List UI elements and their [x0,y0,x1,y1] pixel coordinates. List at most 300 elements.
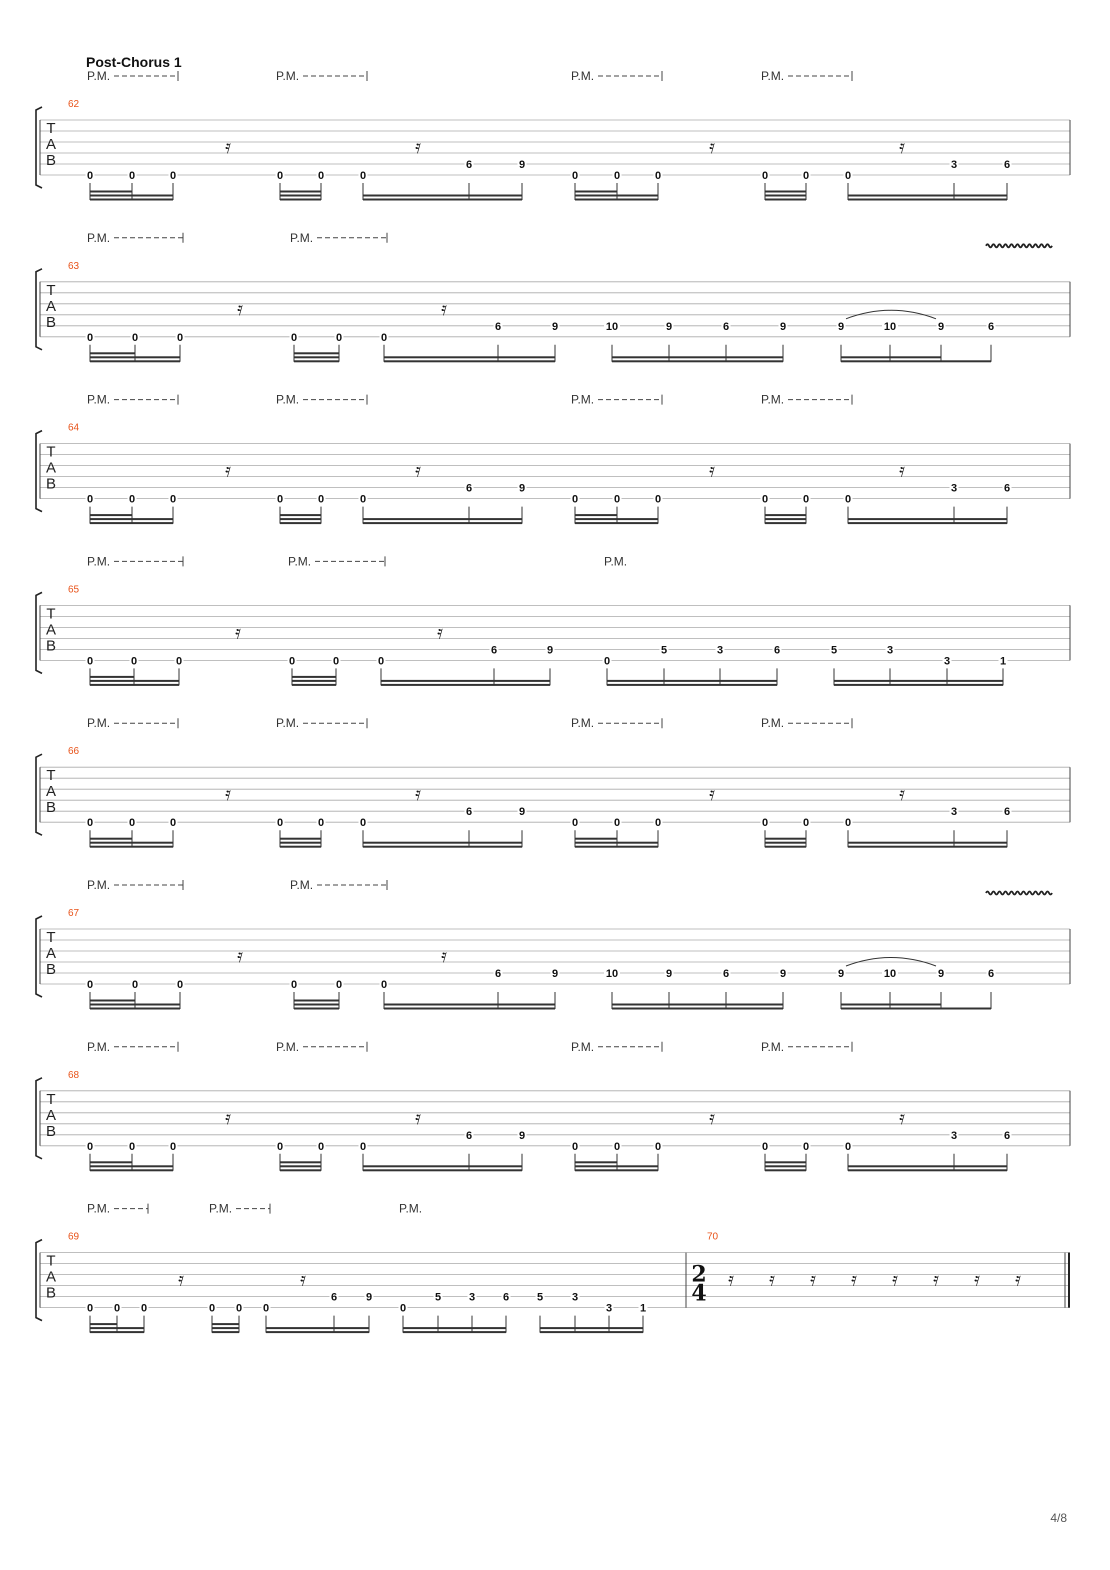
tab-clef-letter: B [45,961,57,978]
beam [941,360,991,362]
beam [90,1161,132,1163]
beam [848,522,1007,524]
palm-mute-label: P.M. [87,716,111,731]
system-bracket [36,269,42,350]
fret-number: 9 [837,320,845,333]
fret-number: 9 [518,159,526,171]
tab-clef-letter: T [46,1090,56,1108]
fret-number: 0 [262,1302,270,1315]
fret-number: 0 [359,170,367,182]
beam [841,1008,941,1010]
beam [363,846,522,848]
fret-number: 0 [86,817,94,830]
beam [363,195,522,197]
bar-number: 67 [68,908,80,919]
fret-number: 0 [235,1302,243,1315]
tab-clef-letter: B [45,475,57,493]
fret-number: 6 [502,1291,510,1304]
fret-number: 0 [175,655,183,668]
sixteenth-rest: 𝄿 [235,621,241,644]
palm-mute-label: P.M. [571,1039,595,1054]
fret-number: 6 [494,968,502,980]
fret-number: 0 [571,817,579,830]
fret-number: 0 [86,1140,94,1153]
sixteenth-rest: 𝄿 [810,1268,816,1291]
fret-number: 3 [950,159,958,171]
fret-number: 0 [128,817,136,830]
fret-number: 6 [465,806,473,819]
beam [381,680,550,682]
fret-number: 0 [654,817,662,830]
fret-number: 0 [169,170,177,182]
sixteenth-rest: 𝄿 [415,459,421,482]
beam [280,842,321,844]
beam [575,846,658,848]
beam [841,360,941,362]
fret-number: 9 [518,806,526,819]
beam [292,684,336,686]
fret-number: 9 [365,1291,373,1304]
tab-clef-letter: A [45,297,57,315]
beam [90,838,132,840]
beam [765,838,806,840]
beam [363,1165,522,1167]
sixteenth-rest: 𝄿 [769,1268,775,1291]
beam [848,846,1007,848]
sixteenth-rest: 𝄿 [851,1268,857,1291]
systems [36,69,1070,1333]
tab-clef-letter: A [45,1106,57,1124]
beam [90,842,173,844]
fret-number: 0 [802,1140,810,1153]
beam [294,360,339,362]
fret-number: 9 [779,320,787,333]
beam [575,191,617,193]
beam [575,1161,617,1163]
beam [848,199,1007,201]
beam [841,1004,941,1006]
beam [941,1008,991,1010]
fret-number: 0 [208,1302,216,1315]
beam [848,195,1007,197]
tab-clef-letter: T [46,281,56,299]
palm-mute-label: P.M. [571,716,595,731]
beam [575,518,658,520]
sixteenth-rest: 𝄿 [974,1268,980,1291]
sixteenth-rest: 𝄿 [899,459,905,482]
beam [540,1331,643,1333]
beam [848,842,1007,844]
palm-mute-label: P.M. [87,554,111,569]
beam [90,1165,173,1167]
fret-number: 0 [176,331,184,344]
fret-number: 3 [886,644,894,657]
beam [575,522,658,524]
fret-number: 0 [169,1140,177,1153]
fret-number: 5 [660,644,668,657]
fret-number: 0 [131,331,139,344]
beam [90,199,173,201]
beam [280,1169,321,1171]
bar-number: 69 [68,1231,80,1243]
palm-mute-label: P.M. [276,392,300,407]
tab-clef-letter: T [46,1252,56,1270]
fret-number: 10 [883,968,897,980]
sixteenth-rest: 𝄿 [300,1268,306,1291]
beam [765,199,806,201]
tab-clef-letter: B [45,1284,57,1302]
sixteenth-rest: 𝄿 [415,136,421,158]
system-bracket [36,754,42,835]
fret-number: 9 [937,968,945,980]
sixteenth-rest: 𝄿 [709,459,715,482]
beam [765,1165,806,1167]
fret-number: 0 [380,979,388,991]
beam [575,199,658,201]
palm-mute-label: P.M. [571,392,595,407]
palm-mute-label: P.M. [571,69,595,83]
beam [765,518,806,520]
fret-number: 9 [546,644,554,657]
fret-number: 0 [86,655,94,668]
beam [266,1327,369,1329]
beam [765,191,806,193]
beam [575,842,658,844]
fret-number: 0 [86,331,94,344]
fret-number: 0 [169,493,177,506]
fret-number: 0 [317,1140,325,1153]
beam [765,514,806,516]
beam [90,1331,144,1333]
tab-system [36,716,1070,848]
vibrato-mark [986,244,1052,247]
fret-number: 6 [330,1291,338,1304]
fret-number: 3 [605,1302,613,1315]
fret-number: 6 [722,320,730,333]
beam [848,1169,1007,1171]
beam [765,846,806,848]
fret-number: 0 [844,493,852,506]
tab-clef-letter: T [46,767,56,785]
fret-number: 6 [1003,159,1011,171]
fret-number: 0 [844,817,852,830]
fret-number: 9 [665,320,673,333]
sixteenth-rest: 𝄿 [933,1268,939,1291]
fret-number: 6 [490,644,498,657]
fret-number: 0 [613,170,621,182]
fret-number: 0 [332,655,340,668]
tab-clef-letter: B [45,1122,57,1140]
beam [90,680,179,682]
tab-system [36,554,1070,686]
beam [403,1327,506,1329]
fret-number: 0 [128,1140,136,1153]
fret-number: 0 [844,170,852,182]
sixteenth-rest: 𝄿 [441,945,447,967]
palm-mute-label: P.M. [290,230,314,245]
beam [403,1331,506,1333]
beam [90,360,180,362]
fret-number: 0 [761,817,769,830]
palm-mute-label: P.M. [761,392,785,407]
tab-system [36,1202,1070,1334]
fret-number: 3 [950,482,958,495]
fret-number: 1 [639,1302,647,1315]
beam [280,522,321,524]
tab-clef-letter: A [45,459,57,477]
beam [841,356,941,358]
fret-number: 0 [571,1140,579,1153]
fret-number: 0 [86,1302,94,1315]
tab-clef-letter: B [45,152,57,169]
beam [90,191,132,193]
sixteenth-rest: 𝄿 [225,459,231,482]
sixteenth-rest: 𝄿 [415,1106,421,1129]
fret-number: 0 [176,979,184,991]
palm-mute-label: P.M. [276,716,300,731]
beam [280,514,321,516]
fret-number: 6 [465,482,473,495]
beam [90,352,135,354]
beam [834,684,1003,686]
beam [384,356,555,358]
time-signature-top: 2 [691,1261,707,1288]
sixteenth-rest: 𝄿 [709,136,715,158]
beam [363,842,522,844]
fret-number: 0 [276,817,284,830]
beam [90,356,180,358]
palm-mute-label: P.M. [87,1039,111,1054]
fret-number: 0 [359,817,367,830]
palm-mute-label: P.M. [276,1039,300,1054]
fret-number: 0 [377,655,385,668]
beam [575,195,658,197]
beam [363,522,522,524]
sixteenth-rest: 𝄿 [237,297,243,320]
fret-number: 3 [468,1291,476,1304]
fret-number: 0 [380,331,388,344]
beam [292,676,336,678]
fret-number: 0 [802,817,810,830]
fret-number: 9 [937,320,945,333]
beam [765,1161,806,1163]
tab-system [36,69,1070,201]
beam [607,684,777,686]
beam [90,514,132,516]
fret-number: 5 [434,1291,442,1304]
fret-number: 10 [605,968,619,980]
palm-mute-label: P.M. [288,554,312,569]
beam [294,1008,339,1010]
fret-number: 0 [276,170,284,182]
fret-number: 0 [761,170,769,182]
palm-mute-label: P.M. [87,230,111,245]
tab-clef-letter: T [46,120,56,137]
system-bracket [36,592,42,673]
tab-clef-letter: B [45,799,57,817]
page-number: 4/8 [1050,1511,1067,1525]
fret-number: 0 [613,817,621,830]
beam [212,1331,239,1333]
tab-clef-letter: A [45,621,57,639]
section-title: Post-Chorus 1 [86,54,182,70]
palm-mute-label: P.M. [761,716,785,731]
fret-number: 0 [335,331,343,344]
fret-number: 0 [571,493,579,506]
fret-number: 0 [571,170,579,182]
fret-number: 0 [317,170,325,182]
fret-number: 0 [86,493,94,506]
beam [280,195,321,197]
fret-number: 0 [86,979,94,991]
fret-number: 0 [86,170,94,182]
fret-number: 9 [779,968,787,980]
sixteenth-rest: 𝄿 [899,783,905,806]
beam [294,1004,339,1006]
fret-number: 0 [128,170,136,182]
fret-number: 3 [950,806,958,819]
beam [280,838,321,840]
fret-number: 9 [665,968,673,980]
sixteenth-rest: 𝄿 [225,1106,231,1129]
palm-mute-label: P.M. [290,878,314,892]
bar-number: 64 [68,422,80,434]
sixteenth-rest: 𝄿 [437,621,443,644]
beam [280,1161,321,1163]
system-bracket [36,1240,42,1321]
beam [266,1331,369,1333]
tab-clef-letter: A [45,136,57,153]
beam [294,356,339,358]
beam [212,1327,239,1329]
fret-number: 6 [465,159,473,171]
beam [540,1327,643,1329]
beam [280,191,321,193]
fret-number: 0 [654,493,662,506]
fret-number: 0 [113,1302,121,1315]
beam [280,1165,321,1167]
sixteenth-rest: 𝄿 [441,297,447,320]
fret-number: 0 [399,1302,407,1315]
fret-number: 3 [943,655,951,668]
bar-number: 62 [68,99,80,110]
beam [575,1165,658,1167]
beam [612,360,783,362]
palm-mute-label: P.M. [209,1201,233,1216]
beam [384,1004,555,1006]
fret-number: 6 [1003,1129,1011,1142]
fret-number: 0 [654,170,662,182]
fret-number: 3 [571,1291,579,1304]
fret-number: 0 [802,493,810,506]
fret-number: 0 [335,979,343,991]
fret-number: 0 [130,655,138,668]
fret-number: 0 [169,817,177,830]
fret-number: 0 [359,1140,367,1153]
beam [90,1327,144,1329]
fret-number: 6 [987,320,995,333]
beam [765,522,806,524]
tab-system [36,393,1070,524]
beam [765,195,806,197]
bar-number: 63 [68,260,80,272]
fret-number: 0 [761,1140,769,1153]
palm-mute-label: P.M. [761,1039,785,1054]
sixteenth-rest: 𝄿 [237,945,243,967]
beam [280,846,321,848]
sixteenth-rest: 𝄿 [709,783,715,806]
sixteenth-rest: 𝄿 [178,1268,184,1291]
fret-number: 0 [844,1140,852,1153]
beam [607,680,777,682]
bar-number: 66 [68,746,80,758]
system-bracket [36,1078,42,1159]
sixteenth-rest: 𝄿 [225,136,231,158]
sixteenth-rest: 𝄿 [892,1268,898,1291]
beam [90,1000,135,1002]
fret-number: 5 [536,1291,544,1304]
fret-number: 0 [613,1140,621,1153]
palm-mute-label: P.M. [87,1201,111,1216]
tab-clef-letter: A [45,945,57,962]
beam [294,1000,339,1002]
fret-number: 6 [465,1129,473,1142]
palm-mute-label: P.M. [761,69,785,83]
fret-number: 0 [131,979,139,991]
fret-number: 0 [290,979,298,991]
fret-number: 1 [999,655,1007,668]
beam [90,518,173,520]
fret-number: 9 [551,968,559,980]
tab-clef-letter: B [45,313,57,331]
beam [384,360,555,362]
beam [363,1169,522,1171]
beam [212,1323,239,1325]
fret-number: 6 [722,968,730,980]
bar-number: 65 [68,584,80,596]
beam [848,1165,1007,1167]
fret-number: 9 [837,968,845,980]
time-signature-bottom: 4 [691,1280,707,1307]
tab-system [36,1040,1070,1172]
tab-clef-letter: T [46,605,56,623]
beam [363,199,522,201]
fret-number: 0 [613,493,621,506]
fret-number: 10 [883,320,897,333]
system-bracket [36,107,42,188]
beam [294,352,339,354]
palm-mute-label: P.M. [87,69,111,83]
fret-number: 0 [359,493,367,506]
fret-number: 0 [128,493,136,506]
fret-number: 0 [140,1302,148,1315]
beam [381,684,550,686]
fret-number: 3 [950,1129,958,1142]
palm-mute-label: P.M. [604,554,628,569]
sixteenth-rest: 𝄿 [899,1106,905,1129]
bar-number: 70 [707,1231,719,1243]
system-bracket [36,431,42,512]
palm-mute-label: P.M. [87,392,111,407]
fret-number: 6 [494,320,502,333]
palm-mute-label: P.M. [399,1201,423,1216]
sixteenth-rest: 𝄿 [415,783,421,806]
beam [90,684,179,686]
fret-number: 0 [654,1140,662,1153]
palm-mute-label: P.M. [87,878,111,892]
fret-number: 6 [1003,482,1011,495]
beam [765,1169,806,1171]
